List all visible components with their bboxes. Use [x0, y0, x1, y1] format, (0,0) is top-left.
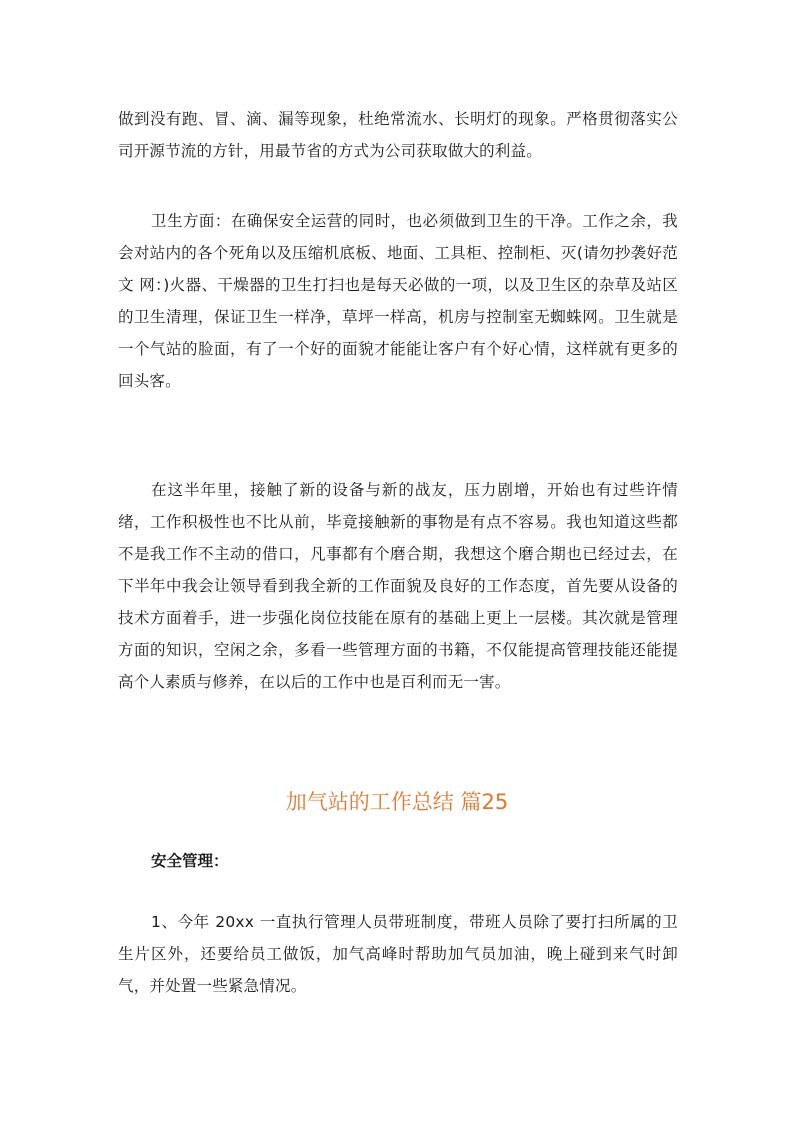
paragraph-hygiene: 卫生方面：在确保安全运营的同时，也必须做到卫生的干净。工作之余，我会对站内的各个死角以及压缩机底板、地面、工具柜、控制柜、灭(请勿抄袭好范文 网：)火器、干燥器的卫生打扫也是每天必做的一项，以及卫生区的杂草及站区的卫生清理，保证卫生一样净，草坪一样高，机房与控制室无蜘蛛网。卫生就是一个气站的脸面，有了一个好的面貌才能能让客户有个好心情，这样就有更多的回头客。	[118, 212, 678, 390]
paragraph-safety-item-1: 1、今年 20xx 一直执行管理人员带班制度，带班人员除了要打扫所属的卫生片区外，还要给员工做饭，加气高峰时帮助加气员加油，晚上碰到来气时卸气，并处置一些紧急情况。	[118, 913, 678, 995]
section-heading: 加气站的工作总结 篇25	[285, 790, 509, 814]
paragraph-energy-saving: 做到没有跑、冒、滴、漏等现象，杜绝常流水、长明灯的现象。严格贯彻落实公司开源节流的方针，用最节省的方式为公司获取做大的利益。	[118, 110, 678, 160]
subheading-safety-management: 安全管理：	[151, 852, 229, 870]
paragraph-half-year-reflection: 在这半年里，接触了新的设备与新的战友，压力剧增，开始也有过些许情绪，工作积极性也不比从前，毕竟接触新的事物是有点不容易。我也知道这些都不是我工作不主动的借口，凡事都有个磨合期，我想这个磨合期也已经过去，在下半年中我会让领导看到我全新的工作面貌及良好的工作态度，首先要从设备的技术方面着手，进一步强化岗位技能在原有的基础上更上一层楼。其次就是管理方面的知识，空闲之余，多看一些管理方面的书籍，不仅能提高管理技能还能提高个人素质与修养，在以后的工作中也是百利而无一害。	[118, 481, 678, 691]
